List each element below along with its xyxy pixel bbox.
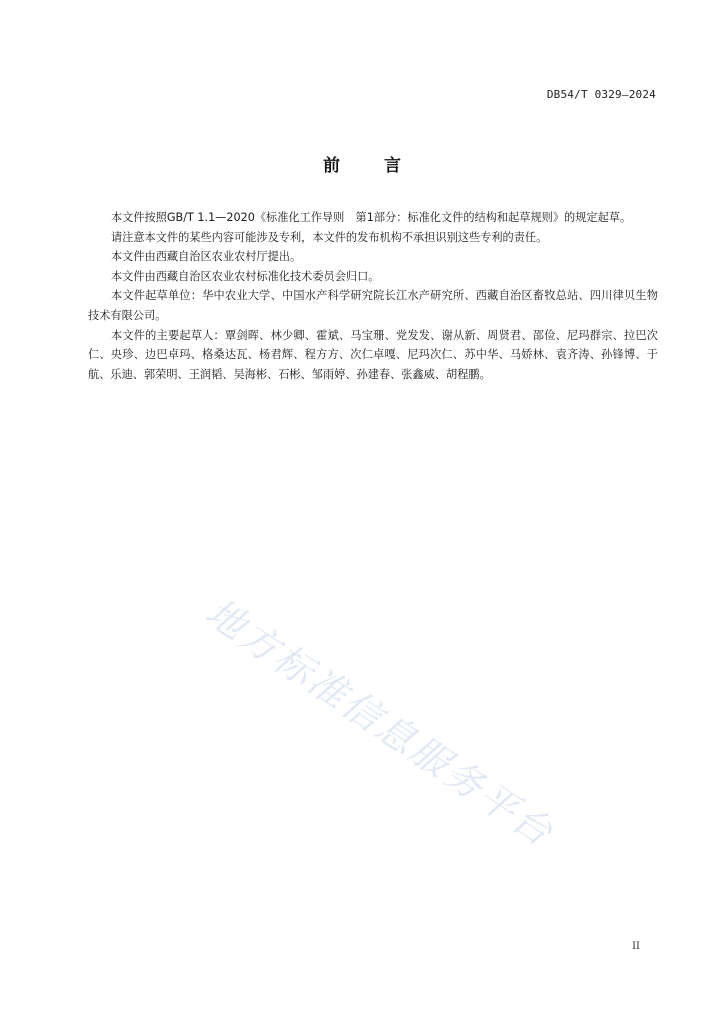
paragraph-drafting-basis: 本文件按照GB/T 1.1—2020《标准化工作导则 第1部分：标准化文件的结构和起草规则》的规定起草。	[110, 211, 632, 224]
paragraph-patent-notice: 请注意本文件的某些内容可能涉及专利，本文件的发布机构不承担识别这些专利的责任。	[110, 230, 548, 244]
watermark: 地方标准信息服务平台	[197, 590, 563, 856]
title-char-1: 前	[323, 156, 340, 176]
page-number: II	[632, 941, 640, 952]
paragraph-drafters: 本文件的主要起草人：覃剑晖、林少卿、霍斌、马宝珊、党发发、谢从新、周贤君、邵俭、尼玛群宗、拉巴次仁、央珍、边巴卓玛、格桑达瓦、杨君辉、程方方、次仁卓嘎、尼玛次仁、苏中华、马娇林、袁齐涛、孙锋博、于航、乐迪、郭荣明、王润韬、吴海彬、石彬、邹雨婷、孙建春、张鑫威、胡程鹏。	[88, 328, 658, 381]
title-char-2: 言	[384, 156, 401, 176]
foreword-body	[88, 208, 658, 384]
standard-code: DB54/T 0329—2024	[546, 88, 656, 101]
paragraph-committee: 本文件由西藏自治区农业农村标准化技术委员会归口。	[110, 269, 380, 283]
page-title	[0, 151, 724, 176]
paragraph-drafting-units: 本文件起草单位：华中农业大学、中国水产科学研究院长江水产研究所、西藏自治区畜牧总站、四川律贝生物技术有限公司。	[88, 289, 658, 322]
paragraph-proposer: 本文件由西藏自治区农业农村厅提出。	[110, 250, 302, 264]
